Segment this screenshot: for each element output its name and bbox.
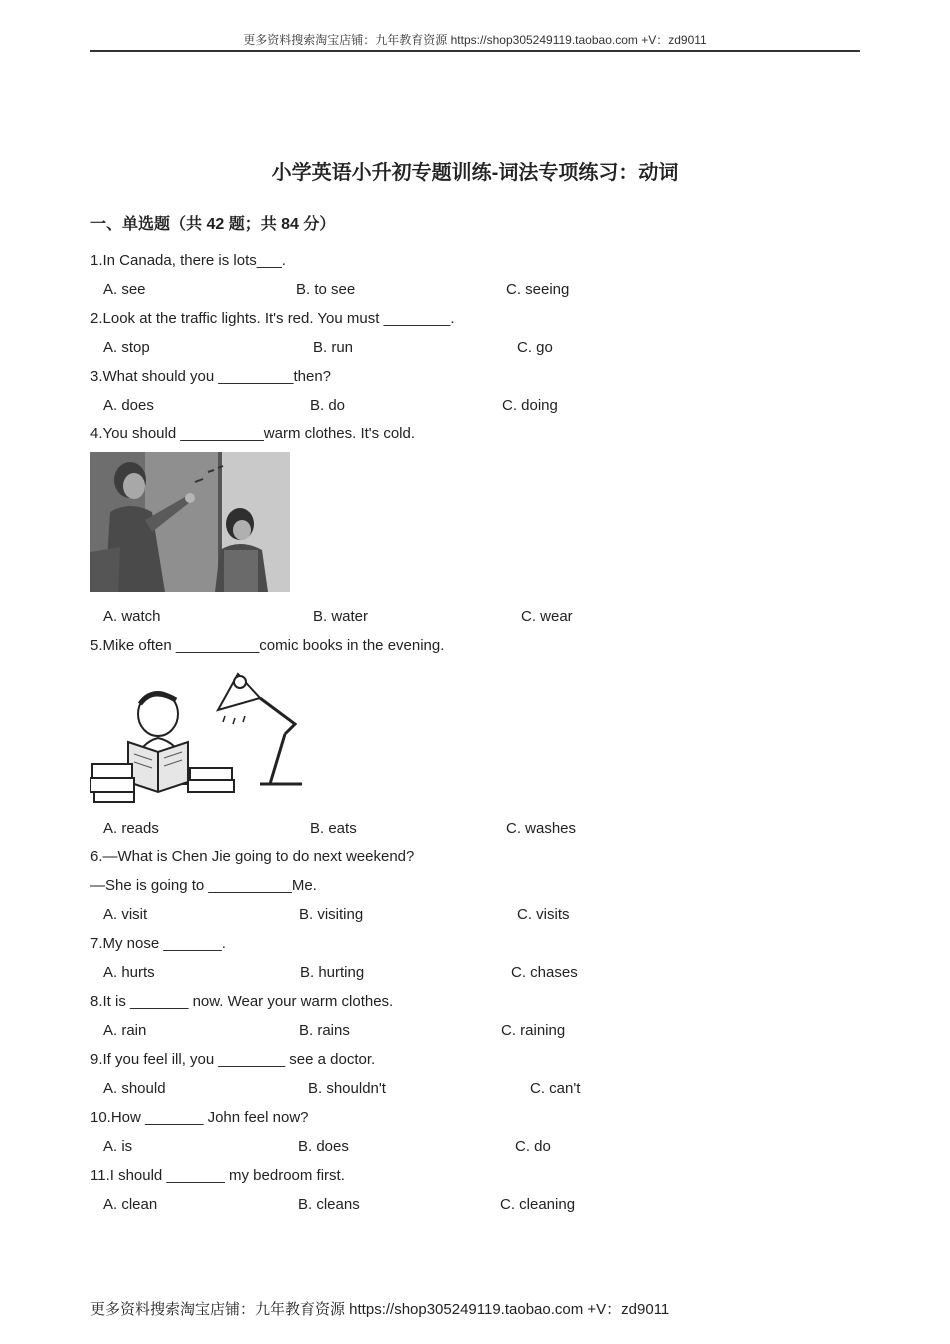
q2-option-b[interactable]: B. run xyxy=(313,339,354,356)
boy-reading-picture xyxy=(90,664,305,804)
header-divider xyxy=(90,50,860,52)
q11-option-b[interactable]: B. cleans xyxy=(298,1196,360,1213)
q6-option-b[interactable]: B. visiting xyxy=(299,906,364,923)
q7-option-c[interactable]: C. chases xyxy=(511,964,578,981)
question-2: 2.Look at the traffic lights. It's red. You must ________. xyxy=(90,310,455,327)
q2-option-c[interactable]: C. go xyxy=(517,339,553,356)
q5-option-b[interactable]: B. eats xyxy=(310,820,357,837)
page-title: 小学英语小升初专题训练-词法专项练习：动词 xyxy=(271,162,679,184)
q4-illustration xyxy=(90,452,290,597)
q4-option-c[interactable]: C. wear xyxy=(521,608,573,625)
header-text: 更多资料搜索淘宝店铺：九年教育资源 https://shop305249119.taobao.com +V：zd9011 xyxy=(243,33,707,47)
q8-option-b[interactable]: B. rains xyxy=(299,1022,350,1039)
question-9: 9.If you feel ill, you ________ see a doctor. xyxy=(90,1051,376,1068)
question-1: 1.In Canada, there is lots___. xyxy=(90,252,286,269)
q3-option-b[interactable]: B. do xyxy=(310,397,346,414)
question-3: 3.What should you _________then? xyxy=(90,368,332,385)
question-5: 5.Mike often __________comic books in the evening. xyxy=(90,637,445,654)
question-10: 10.How _______ John feel now? xyxy=(90,1109,309,1126)
q11-option-c[interactable]: C. cleaning xyxy=(500,1196,576,1213)
q3-option-c[interactable]: C. doing xyxy=(502,397,558,414)
q4-option-a[interactable]: A. watch xyxy=(103,608,161,625)
q10-option-a[interactable]: A. is xyxy=(103,1138,133,1155)
q5-option-a[interactable]: A. reads xyxy=(103,820,159,837)
q2-option-a[interactable]: A. stop xyxy=(103,339,150,356)
question-6: 6.—What is Chen Jie going to do next weekend? xyxy=(90,848,415,865)
q9-option-b[interactable]: B. shouldn't xyxy=(308,1080,386,1097)
q9-option-a[interactable]: A. should xyxy=(103,1080,166,1097)
q4-option-b[interactable]: B. water xyxy=(313,608,369,625)
q5-illustration xyxy=(90,664,305,809)
q6-option-a[interactable]: A. visit xyxy=(103,906,148,923)
q10-option-c[interactable]: C. do xyxy=(515,1138,551,1155)
question-6-line-2: —She is going to __________Me. xyxy=(90,877,317,894)
q7-option-a[interactable]: A. hurts xyxy=(103,964,155,981)
q9-option-c[interactable]: C. can't xyxy=(530,1080,581,1097)
q8-option-a[interactable]: A. rain xyxy=(103,1022,147,1039)
page-footer: 更多资料搜索淘宝店铺：九年教育资源 https://shop305249119.taobao.com +V：zd9011 xyxy=(90,1301,670,1318)
question-11: 11.I should _______ my bedroom first. xyxy=(90,1167,345,1184)
q8-option-c[interactable]: C. raining xyxy=(501,1022,566,1039)
question-7: 7.My nose _______. xyxy=(90,935,226,952)
q1-option-c[interactable]: C. seeing xyxy=(506,281,570,298)
q6-option-c[interactable]: C. visits xyxy=(517,906,570,923)
q7-option-b[interactable]: B. hurting xyxy=(300,964,365,981)
q11-option-a[interactable]: A. clean xyxy=(103,1196,158,1213)
question-4: 4.You should __________warm clothes. It's cold. xyxy=(90,425,416,442)
section-heading: 一、单选题（共 42 题；共 84 分） xyxy=(90,216,336,233)
teacher-student-picture xyxy=(90,452,290,592)
question-8: 8.It is _______ now. Wear your warm clothes. xyxy=(90,993,394,1010)
q10-option-b[interactable]: B. does xyxy=(298,1138,349,1155)
q5-option-c[interactable]: C. washes xyxy=(506,820,577,837)
q1-option-a[interactable]: A. see xyxy=(103,281,146,298)
q3-option-a[interactable]: A. does xyxy=(103,397,154,414)
q1-option-b[interactable]: B. to see xyxy=(296,281,356,298)
